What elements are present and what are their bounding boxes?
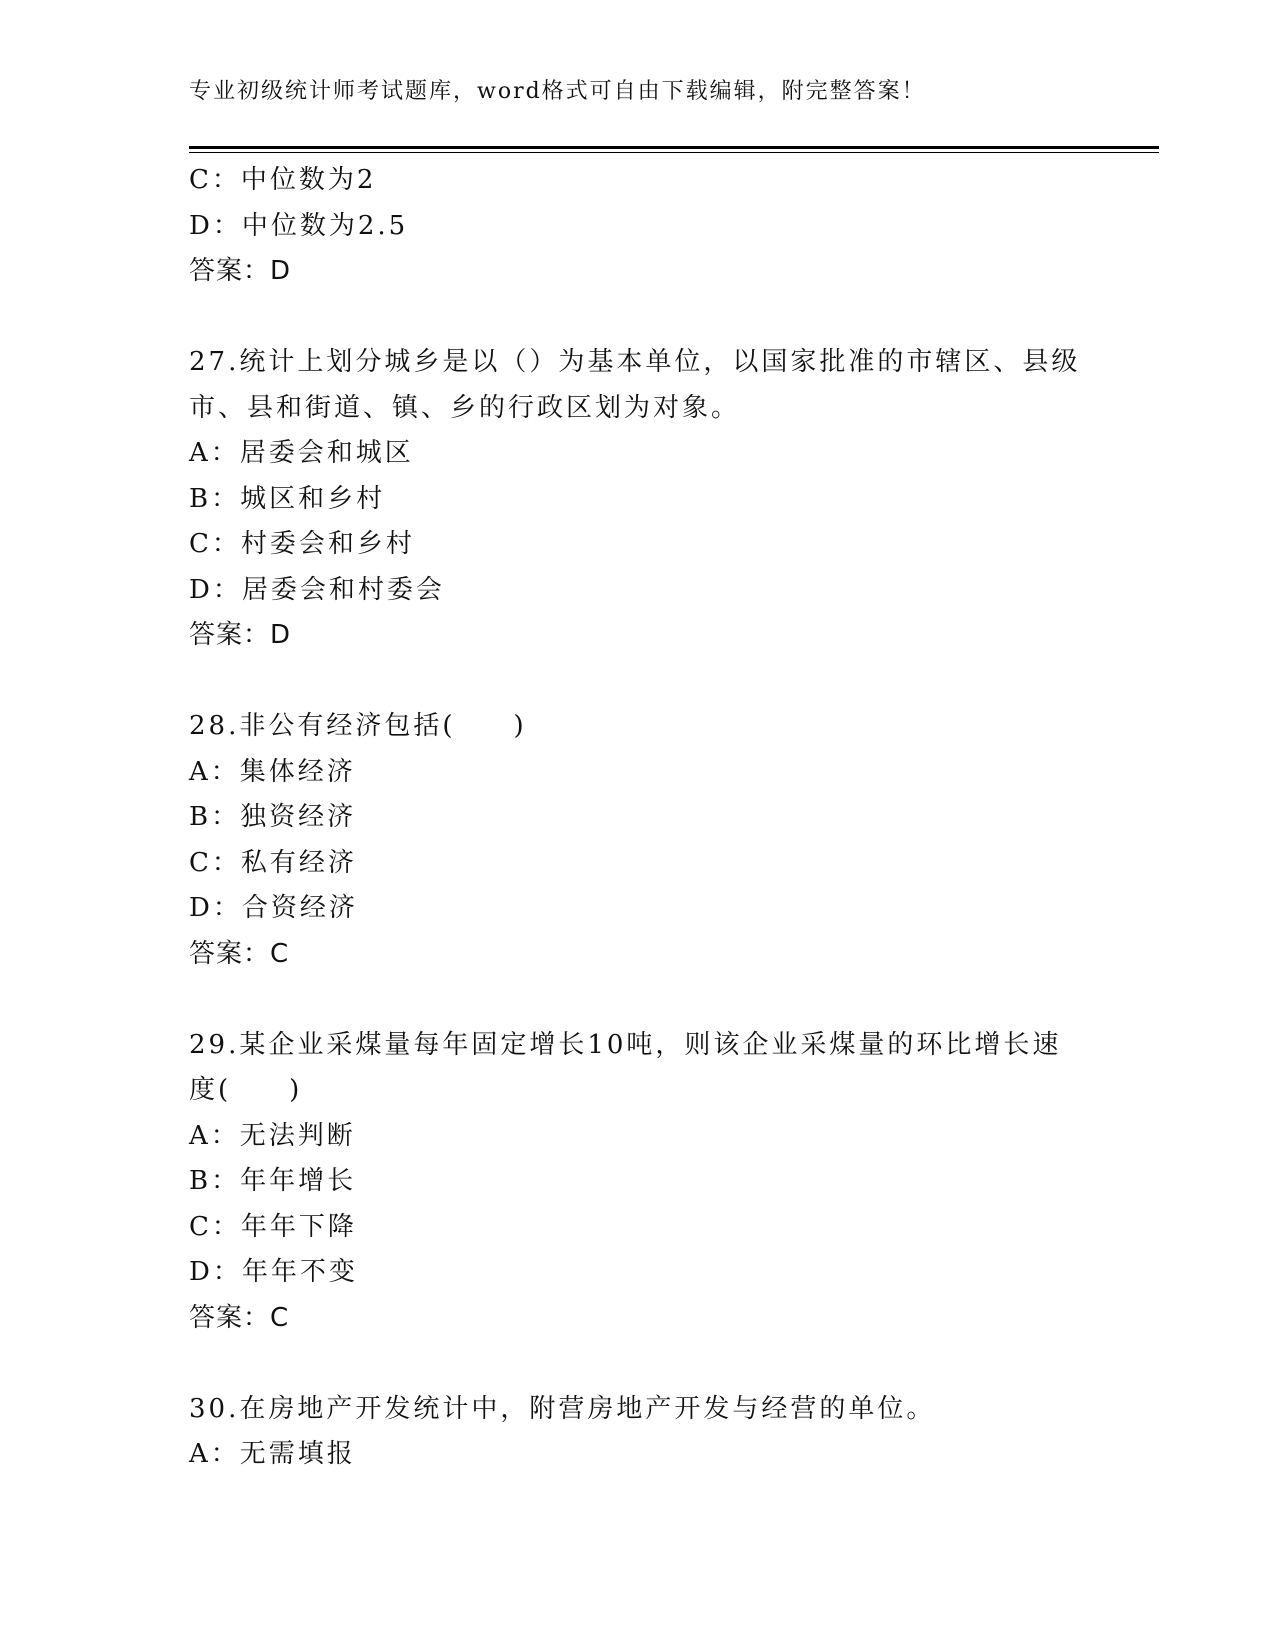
option-a: A：居委会和城区 [189, 438, 414, 468]
answer-line: 答案：D [189, 256, 292, 286]
option-d: D：合资经济 [189, 893, 358, 923]
option-c: C：私有经济 [189, 847, 357, 878]
option-b: B：城区和乡村 [189, 483, 386, 514]
option-a: A：无法判断 [189, 1120, 356, 1151]
header-rule-thick [189, 146, 1159, 149]
option-d: D：居委会和村委会 [189, 574, 445, 605]
answer-line: 答案：C [189, 1302, 290, 1333]
option-a: A：无需填报 [189, 1439, 356, 1469]
option-b: B：独资经济 [189, 802, 357, 832]
option-d: D：年年不变 [189, 1257, 358, 1287]
question-list [189, 158, 1089, 1478]
question-text-line: 27.统计上划分城乡是以（）为基本单位，以国家批准的市辖区、县级 [189, 347, 1081, 377]
question-block-29 [189, 1023, 1089, 1342]
question-block-continuation [189, 158, 1089, 295]
option-a: A：集体经济 [189, 756, 356, 787]
question-text-line: 29.某企业采煤量每年固定增长10吨，则该企业采煤量的环比增长速 [189, 1029, 1062, 1060]
option-c: C：中位数为2 [189, 165, 377, 195]
question-text-line: 28.非公有经济包括( ) [189, 711, 527, 741]
question-block-30 [189, 1387, 1089, 1478]
option-d: D：中位数为2.5 [189, 210, 409, 241]
answer-line: 答案：C [189, 938, 290, 969]
question-text-line: 30.在房地产开发统计中，附营房地产开发与经营的单位。 [189, 1393, 936, 1424]
block-gap [189, 295, 1089, 341]
page-header: 专业初级统计师考试题库，word格式可自由下载编辑，附完整答案！ [189, 79, 926, 104]
question-block-28 [189, 704, 1089, 977]
block-gap [189, 1341, 1089, 1387]
answer-line: 答案：D [189, 620, 292, 650]
option-c: C：村委会和乡村 [189, 529, 415, 559]
question-text-line: 市、县和街道、镇、乡的行政区划为对象。 [189, 392, 741, 423]
option-c: C：年年下降 [189, 1211, 357, 1242]
header-rule-thin [189, 152, 1159, 153]
question-text-line: 度( ) [189, 1075, 303, 1105]
option-b: B：年年增长 [189, 1166, 357, 1196]
block-gap [189, 659, 1089, 705]
question-block-27 [189, 340, 1089, 659]
block-gap [189, 977, 1089, 1023]
